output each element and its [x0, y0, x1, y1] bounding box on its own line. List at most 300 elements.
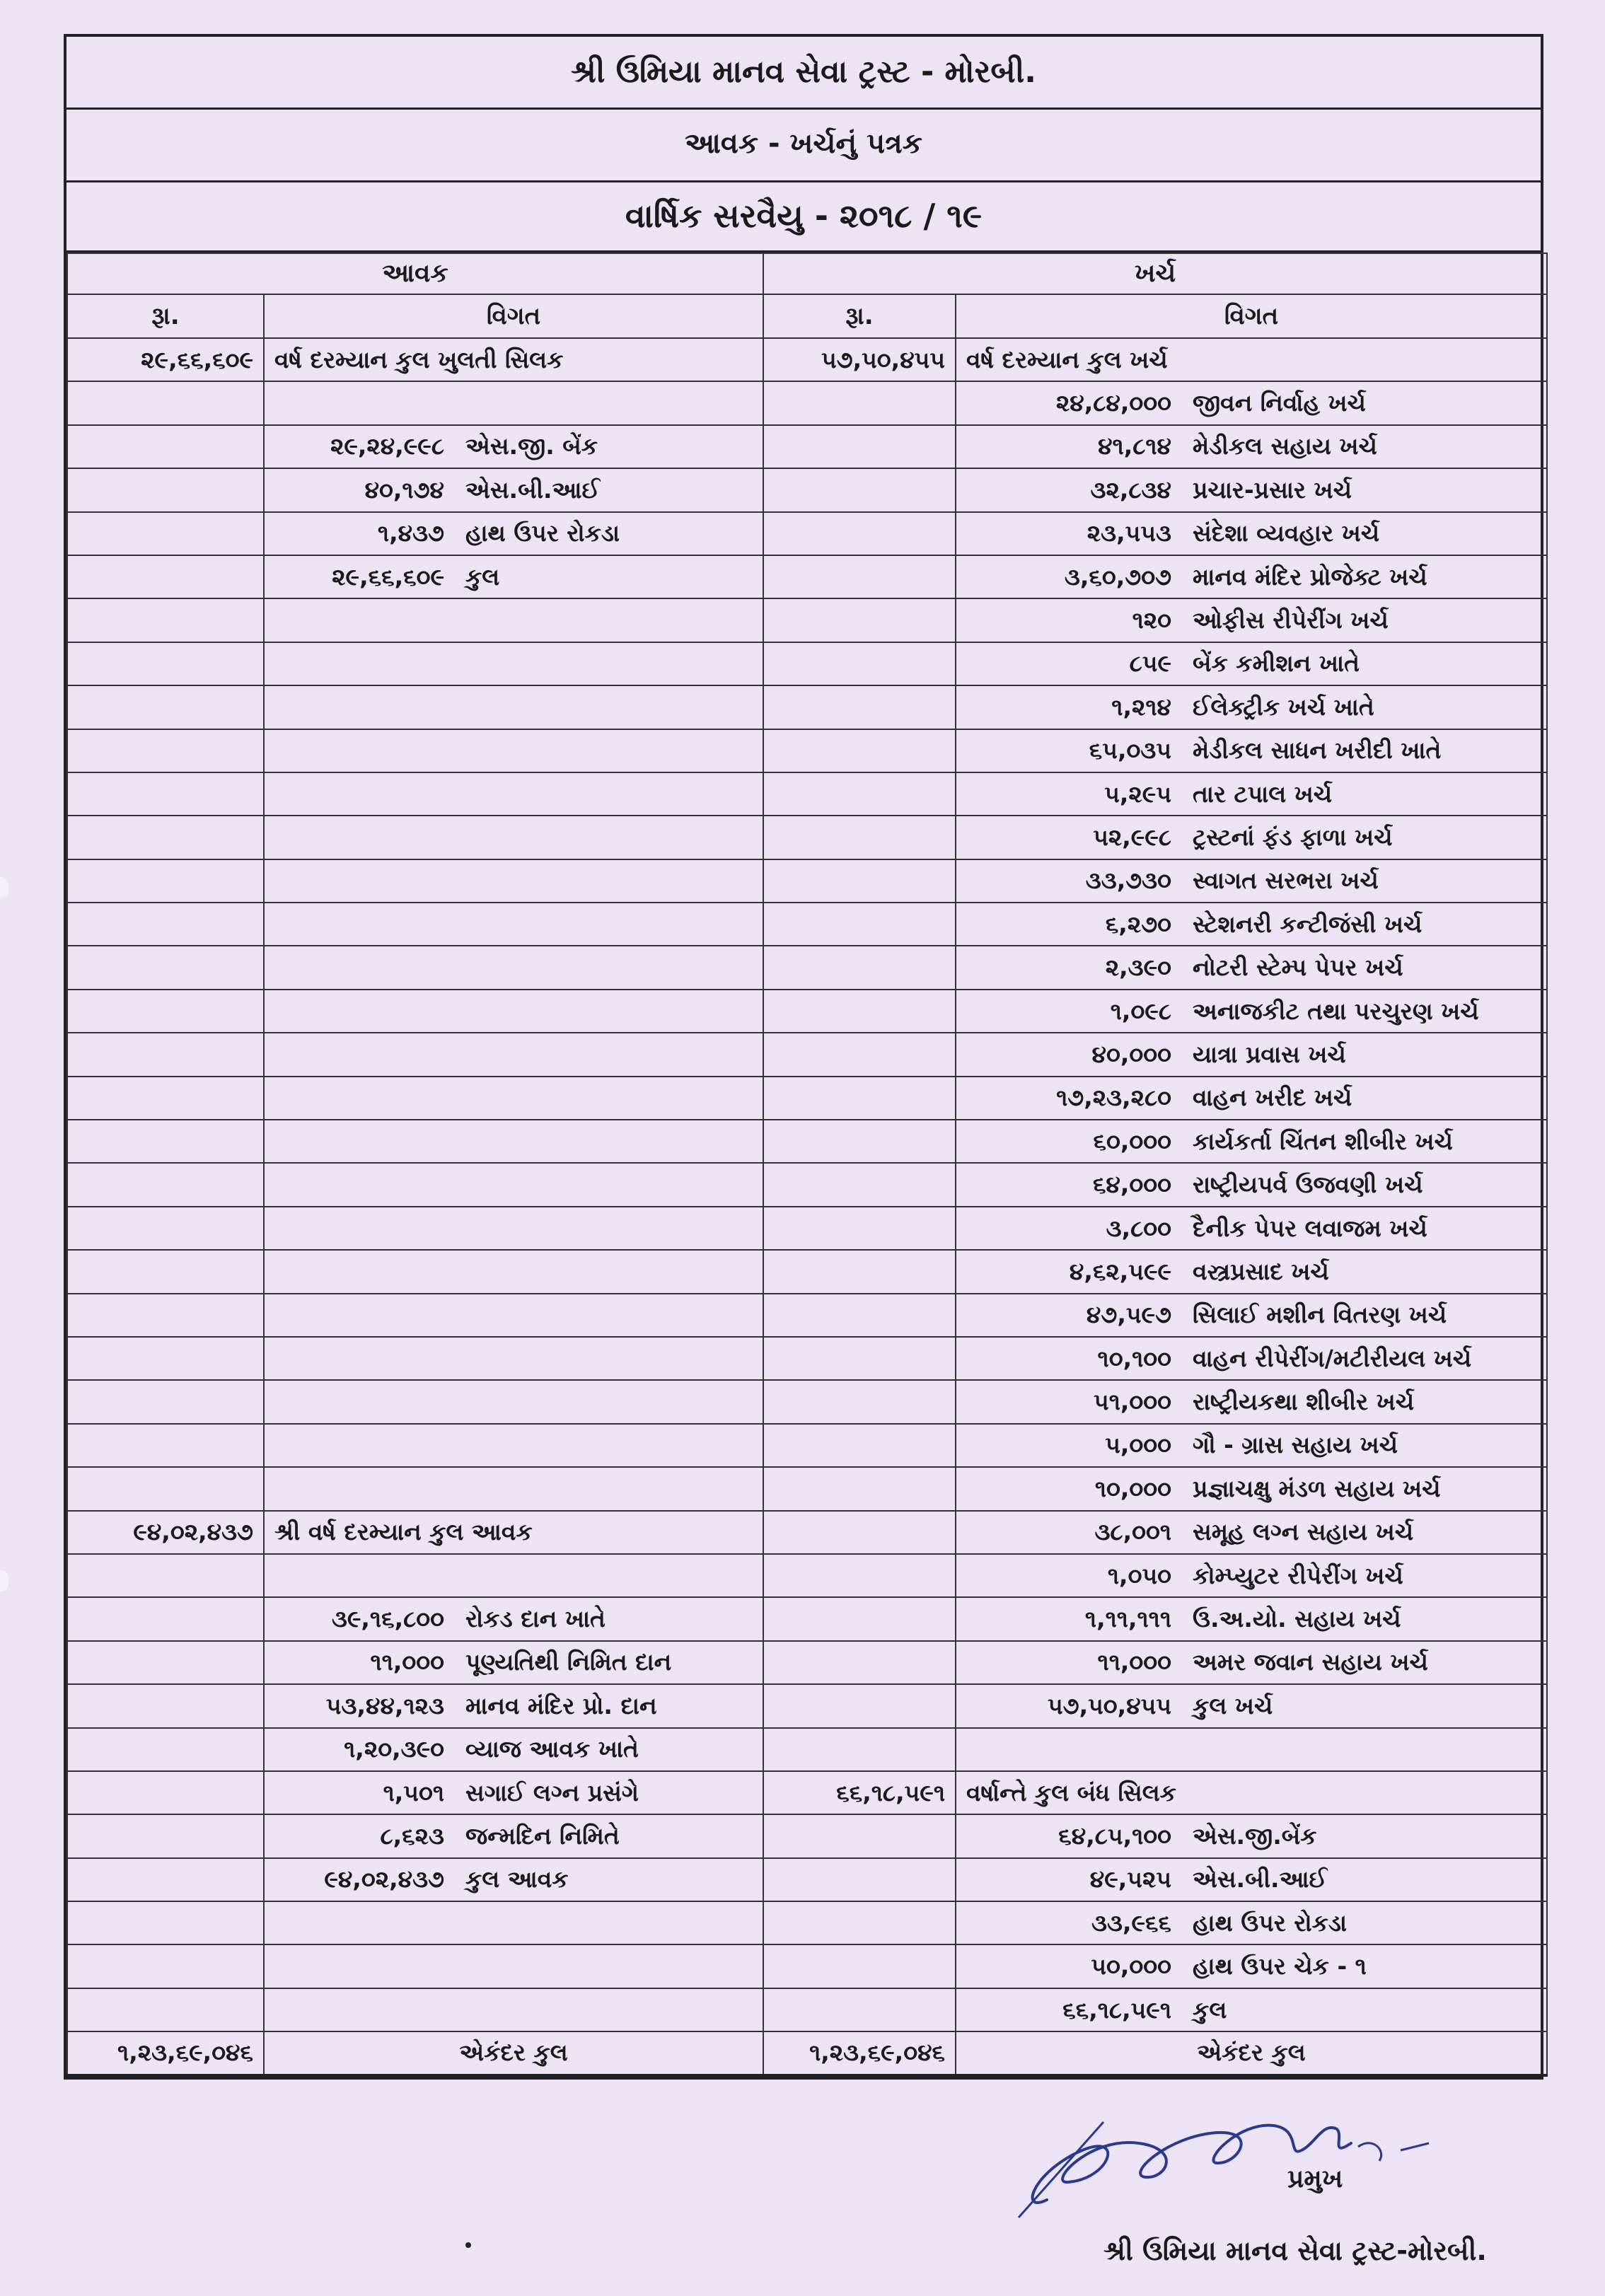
ledger-row [67, 816, 1547, 859]
income-detail-text: એસ.જી. બેંક [465, 432, 598, 460]
expense-amount-cell [763, 381, 956, 424]
expense-sub-amount: ૫૨,૯૯૮ [1093, 823, 1172, 851]
income-amount-cell [67, 598, 264, 642]
expense-detail-text: રાષ્ટ્રીયપર્વ ઉજવણી ખર્ચ [1193, 1171, 1423, 1199]
ledger-row [67, 1077, 1547, 1120]
expense-detail-text: સમૂહ લગ્ન સહાય ખર્ચ [1193, 1518, 1414, 1546]
ledger-row [67, 555, 1547, 598]
income-sub-amount: ૧,૫૦૧ [383, 1778, 444, 1807]
expense-amount-cell [763, 1944, 956, 1988]
income-detail-cell [264, 1424, 763, 1467]
income-amount-cell [67, 1077, 264, 1120]
expense-sub-amount: ૪,૬૨,૫૯૯ [1069, 1257, 1172, 1285]
ledger-row [67, 468, 1547, 511]
income-amount-cell [67, 1944, 264, 1988]
income-detail-text: એસ.બી.આઈ [465, 475, 601, 504]
income-detail-cell [264, 1511, 763, 1554]
income-sub-amount: ૧,૪૩૭ [377, 519, 444, 547]
income-detail-cell [264, 1294, 763, 1337]
income-detail-cell [264, 555, 763, 598]
income-amount-cell [67, 816, 264, 859]
income-sub-amount: ૨૯,૨૪,૯૯૮ [330, 432, 444, 460]
year-title: વાર્ષિક સરવૈયુ - ૨૦૧૮ / ૧૯ [66, 182, 1541, 253]
income-amount-cell [67, 1597, 264, 1640]
income-detail-cell [264, 859, 763, 903]
expense-detail-cell [956, 512, 1547, 555]
expense-detail-cell [956, 859, 1547, 903]
income-amount-cell [67, 642, 264, 685]
expense-amount-cell [763, 729, 956, 772]
expense-amount-cell [763, 816, 956, 859]
ledger-row [67, 1944, 1547, 1988]
expense-detail-cell [956, 1728, 1547, 1771]
expense-amount-cell [763, 1814, 956, 1857]
income-amount-cell [67, 1814, 264, 1857]
expense-amount-cell [763, 1511, 956, 1554]
expense-detail-cell [956, 1120, 1547, 1163]
grand-total-row [67, 2031, 1547, 2075]
expense-amount-cell [763, 1424, 956, 1467]
expense-amount-cell [763, 859, 956, 903]
ledger-row [67, 1728, 1547, 1771]
expense-detail-cell [956, 642, 1547, 685]
expense-detail-text: ઓફીસ રીપેરીંગ ખર્ચ [1193, 606, 1389, 634]
income-amount-cell [67, 1163, 264, 1206]
income-sub-amount: ૪૦,૧૭૪ [364, 475, 444, 504]
ledger-row [67, 1163, 1547, 1206]
income-amount-cell [67, 338, 264, 381]
ledger-row [67, 1814, 1547, 1857]
income-detail-header: વિગત [264, 294, 763, 338]
expense-detail-cell [956, 1294, 1547, 1337]
expense-detail-cell [956, 1814, 1547, 1857]
expense-amount-cell [763, 1901, 956, 1944]
expense-detail-text: વર્ષાન્તે કુલ બંધ સિલક [966, 1778, 1176, 1807]
ledger-row [67, 1120, 1547, 1163]
expense-detail-cell [956, 468, 1547, 511]
income-detail-cell [264, 990, 763, 1033]
income-amount-cell [67, 425, 264, 468]
income-amount-cell [67, 1250, 264, 1293]
income-sub-amount: ૨૯,૬૬,૬૦૯ [332, 562, 444, 591]
expense-detail-cell [956, 1033, 1547, 1076]
income-detail-text: વર્ષ દરમ્યાન કુલ ખુલતી સિલક [274, 345, 564, 373]
expense-detail-text: પ્રચાર-પ્રસાર ખર્ચ [1193, 475, 1352, 504]
expense-detail-cell [956, 772, 1547, 816]
expense-detail-text: હાથ ઉપર ચેક - ૧ [1193, 1952, 1367, 1981]
expense-detail-cell [956, 990, 1547, 1033]
income-detail-cell [264, 1163, 763, 1206]
grand-total-income-amount: ૧,૨૩,૬૯,૦૪૬ [117, 2039, 253, 2067]
expense-amount-cell [763, 990, 956, 1033]
income-detail-text: સગાઈ લગ્ન પ્રસંગે [465, 1778, 639, 1807]
income-detail-cell [264, 1250, 763, 1293]
expense-sub-amount: ૬૬,૧૮,૫૯૧ [1062, 1995, 1172, 2024]
signature-block [0, 2094, 1605, 2296]
expense-sub-amount: ૧,૧૧,૧૧૧ [1084, 1605, 1172, 1633]
expense-detail-text: બેંક કમીશન ખાતે [1193, 649, 1360, 678]
side-header-row [67, 253, 1547, 294]
signature-image [1004, 2094, 1443, 2228]
expense-amount-cell [763, 555, 956, 598]
income-amount: ૯૪,૦૨,૪૩૭ [133, 1518, 253, 1546]
income-detail-cell [264, 1988, 763, 2031]
income-detail-cell [264, 1814, 763, 1857]
expense-sub-amount: ૫,૨૯૫ [1104, 779, 1172, 808]
expense-detail-cell [956, 685, 1547, 729]
expense-detail-cell [956, 1250, 1547, 1293]
ledger-row [67, 772, 1547, 816]
income-amount-cell [67, 729, 264, 772]
grand-total-expense-amount-cell [763, 2031, 956, 2075]
punch-hole [0, 877, 8, 898]
expense-sub-amount: ૧૦,૧૦૦ [1097, 1344, 1172, 1372]
expense-detail-text: માનવ મંદિર પ્રોજેક્ટ ખર્ચ [1193, 562, 1427, 591]
expense-amount: ૫૭,૫૦,૪૫૫ [821, 345, 946, 373]
expense-amount-cell [763, 598, 956, 642]
expense-detail-text: યાત્રા પ્રવાસ ખર્ચ [1193, 1040, 1346, 1068]
income-sub-amount: ૯૪,૦૨,૪૩૭ [324, 1865, 444, 1894]
expense-sub-amount: ૧,૨૧૪ [1111, 692, 1172, 721]
expense-amount-cell [763, 468, 956, 511]
expense-detail-cell [956, 903, 1547, 946]
income-detail-cell [264, 642, 763, 685]
expense-detail-text: ગૌ - ગ્રાસ સહાય ખર્ચ [1193, 1431, 1398, 1459]
expense-detail-cell [956, 1597, 1547, 1640]
expense-amount-cell [763, 772, 956, 816]
income-amount-cell [67, 1511, 264, 1554]
income-detail-cell [264, 685, 763, 729]
income-detail-cell [264, 1077, 763, 1120]
expense-amount-cell [763, 1250, 956, 1293]
expense-sub-amount: ૩,૬૦,૭૦૭ [1064, 562, 1172, 591]
income-detail-cell [264, 1380, 763, 1423]
income-detail-cell [264, 1901, 763, 1944]
expense-sub-amount: ૬૦,૦૦૦ [1093, 1127, 1172, 1155]
expense-amount-cell [763, 1684, 956, 1727]
income-amount-cell [67, 772, 264, 816]
income-amount-cell [67, 990, 264, 1033]
expense-amount-cell [763, 512, 956, 555]
expense-detail-text: કુલ [1193, 1995, 1227, 2024]
ledger-table [66, 253, 1548, 2077]
expense-detail-cell [956, 425, 1547, 468]
income-detail-text: માનવ મંદિર પ્રો. દાન [465, 1691, 657, 1720]
column-header-row [67, 294, 1547, 338]
statement-subtitle: આવક - ખર્ચનું પત્રક [66, 110, 1541, 182]
income-amount-cell [67, 555, 264, 598]
ledger-row [67, 1901, 1547, 1944]
ledger-row [67, 685, 1547, 729]
ledger-row [67, 729, 1547, 772]
income-sub-amount: ૧૧,૦૦૦ [370, 1648, 444, 1676]
expense-detail-text: અમર જવાન સહાય ખર્ચ [1193, 1648, 1428, 1676]
expense-sub-amount: ૫૭,૫૦,૪૫૫ [1047, 1691, 1172, 1720]
grand-total-expense-amount: ૧,૨૩,૬૯,૦૪૬ [809, 2039, 946, 2067]
expense-detail-cell [956, 1467, 1547, 1510]
expense-detail-cell [956, 1641, 1547, 1684]
expense-detail-cell [956, 1511, 1547, 1554]
expense-sub-amount: ૬૫,૦૩૫ [1089, 736, 1172, 765]
ledger-row [67, 338, 1547, 381]
expense-detail-cell [956, 1901, 1547, 1944]
expense-detail-text: રાષ્ટ્રીયકથા શીબીર ખર્ચ [1193, 1388, 1415, 1416]
expense-detail-cell [956, 1424, 1547, 1467]
income-amount-cell [67, 1380, 264, 1423]
income-detail-cell [264, 1728, 763, 1771]
expense-detail-text: દૈનીક પેપર લવાજમ ખર્ચ [1193, 1214, 1427, 1242]
ledger-row [67, 1380, 1547, 1423]
expense-sub-amount: ૪૯,૫૨૫ [1089, 1865, 1172, 1894]
income-detail-cell [264, 381, 763, 424]
ledger-row [67, 1858, 1547, 1901]
income-detail-cell [264, 338, 763, 381]
income-detail-cell [264, 598, 763, 642]
grand-total-income-label: એકંદર કુલ [459, 2039, 568, 2067]
expense-detail-cell [956, 381, 1547, 424]
trust-name-footer: શ્રી ઉમિયા માનવ સેવા ટ્રસ્ટ-મોરબી. [1103, 2235, 1487, 2266]
expense-amount-cell [763, 1380, 956, 1423]
expense-amount-cell [763, 1077, 956, 1120]
income-detail-cell [264, 1858, 763, 1901]
expense-amount-cell [763, 1207, 956, 1250]
income-detail-cell [264, 512, 763, 555]
income-amount-cell [67, 1684, 264, 1727]
expense-detail-text: કાર્યકર્તા ચિંતન શીબીર ખર્ચ [1193, 1127, 1453, 1155]
income-amount-cell [67, 1728, 264, 1771]
expense-detail-text: તાર ટપાલ ખર્ચ [1193, 779, 1333, 808]
punch-hole [0, 1570, 8, 1591]
income-detail-cell [264, 1033, 763, 1076]
expense-detail-text: જીવન નિર્વાહ ખર્ચ [1193, 389, 1366, 417]
expense-sub-amount: ૪૭,૫૯૭ [1086, 1301, 1172, 1329]
expense-amount-cell [763, 1120, 956, 1163]
expense-detail-cell [956, 1858, 1547, 1901]
designation-label: પ્રમુખ [1287, 2164, 1343, 2193]
expense-detail-cell [956, 555, 1547, 598]
expense-sub-amount: ૫,૦૦૦ [1105, 1431, 1172, 1459]
ledger-row [67, 990, 1547, 1033]
ledger-row [67, 425, 1547, 468]
income-amount-cell [67, 1858, 264, 1901]
expense-sub-amount: ૧૦,૦૦૦ [1094, 1474, 1172, 1502]
trust-title: શ્રી ઉમિયા માનવ સેવા ટ્રસ્ટ - મોરબી. [66, 37, 1541, 110]
expense-sub-amount: ૧૧,૦૦૦ [1097, 1648, 1172, 1676]
income-amount-cell [67, 1120, 264, 1163]
ledger-row [67, 642, 1547, 685]
expense-amount-cell [763, 1554, 956, 1597]
expense-detail-cell [956, 946, 1547, 989]
income-amount-cell [67, 685, 264, 729]
income-detail-cell [264, 1641, 763, 1684]
income-amount-cell [67, 1771, 264, 1814]
ledger-row [67, 859, 1547, 903]
expense-sub-amount: ૬૪,૮૫,૧૦૦ [1058, 1821, 1172, 1850]
income-sub-amount: ૩૯,૧૬,૮૦૦ [331, 1605, 444, 1633]
income-detail-cell [264, 1207, 763, 1250]
ledger-row [67, 1771, 1547, 1814]
expense-detail-cell [956, 816, 1547, 859]
income-detail-text: હાથ ઉપર રોકડા [465, 519, 620, 547]
ledger-row [67, 1597, 1547, 1640]
income-amount-cell [67, 1641, 264, 1684]
expense-sub-amount: ૩૩,૯૬૬ [1091, 1908, 1172, 1937]
income-detail-cell [264, 1467, 763, 1510]
expense-amount-header: રૂા. [763, 294, 956, 338]
income-side-header: આવક [67, 253, 763, 294]
expense-detail-cell [956, 1337, 1547, 1380]
expense-detail-cell [956, 338, 1547, 381]
expense-detail-text: વાહન રીપેરીંગ/મટીરીયલ ખર્ચ [1193, 1344, 1472, 1372]
expense-detail-text: નોટરી સ્ટેમ્પ પેપર ખર્ચ [1193, 953, 1403, 982]
expense-sub-amount: ૨૩,૫૫૩ [1087, 519, 1172, 547]
expense-amount-cell [763, 338, 956, 381]
income-detail-cell [264, 772, 763, 816]
income-sub-amount: ૧,૨૦,૩૯૦ [344, 1735, 444, 1763]
expense-amount-cell [763, 685, 956, 729]
statement-sheet [64, 34, 1543, 2080]
income-detail-cell [264, 1554, 763, 1597]
expense-sub-amount: ૪૦,૦૦૦ [1091, 1040, 1172, 1068]
ledger-row [67, 1554, 1547, 1597]
expense-detail-cell [956, 1771, 1547, 1814]
ledger-row [67, 1294, 1547, 1337]
income-detail-text: કુલ [465, 562, 500, 591]
ledger-row [67, 1337, 1547, 1380]
income-amount-cell [67, 381, 264, 424]
expense-detail-cell [956, 1988, 1547, 2031]
expense-amount-cell [763, 642, 956, 685]
income-amount-header: રૂા. [67, 294, 264, 338]
income-detail-text: જન્મદિન નિમિતે [465, 1821, 620, 1850]
expense-sub-amount: ૧૨૦ [1132, 606, 1172, 634]
expense-detail-header: વિગત [956, 294, 1547, 338]
expense-sub-amount: ૧,૦૯૮ [1110, 997, 1172, 1025]
income-amount-cell [67, 1988, 264, 2031]
expense-detail-text: સ્ટેશનરી કન્ટીજંસી ખર્ચ [1193, 910, 1423, 938]
income-detail-text: પૂણ્યતિથી નિમિત દાન [465, 1648, 672, 1676]
expense-sub-amount: ૮૫૯ [1129, 649, 1172, 678]
expense-detail-text: ઉ.અ.યો. સહાય ખર્ચ [1193, 1605, 1401, 1633]
income-detail-text: શ્રી વર્ષ દરમ્યાન કુલ આવક [274, 1518, 533, 1546]
expense-amount-cell [763, 1467, 956, 1510]
expense-sub-amount: ૩,૮૦૦ [1106, 1214, 1172, 1242]
ledger-row [67, 903, 1547, 946]
income-amount-cell [67, 859, 264, 903]
expense-detail-text: વર્ષ દરમ્યાન કુલ ખર્ચ [966, 345, 1168, 373]
income-detail-cell [264, 1597, 763, 1640]
income-amount-cell [67, 946, 264, 989]
ledger-row [67, 598, 1547, 642]
grand-total-expense-label: એકંદર કુલ [1197, 2039, 1306, 2067]
expense-detail-text: એસ.બી.આઈ [1193, 1865, 1328, 1894]
expense-sub-amount: ૬૪,૦૦૦ [1092, 1171, 1172, 1199]
expense-detail-cell [956, 1207, 1547, 1250]
ledger-row [67, 1511, 1547, 1554]
ledger-row [67, 1684, 1547, 1727]
expense-detail-cell [956, 729, 1547, 772]
expense-detail-text: કુલ ખર્ચ [1193, 1691, 1273, 1720]
grand-total-income-label-cell [264, 2031, 763, 2075]
expense-detail-text: ટ્રસ્ટનાં ફંડ ફાળા ખર્ચ [1193, 823, 1393, 851]
expense-sub-amount: ૩૨,૮૩૪ [1090, 475, 1172, 504]
expense-amount-cell [763, 1988, 956, 2031]
income-amount-cell [67, 1033, 264, 1076]
income-amount-cell [67, 1554, 264, 1597]
ledger-row [67, 1207, 1547, 1250]
expense-sub-amount: ૩૮,૦૦૧ [1094, 1518, 1172, 1546]
expense-sub-amount: ૨૪,૮૪,૦૦૦ [1055, 389, 1172, 417]
ledger-row [67, 1033, 1547, 1076]
income-detail-cell [264, 1684, 763, 1727]
ledger-row [67, 1988, 1547, 2031]
expense-detail-text: ઈલેક્ટ્રીક ખર્ચ ખાતે [1193, 692, 1374, 721]
expense-detail-cell [956, 1944, 1547, 1988]
income-amount-cell [67, 1337, 264, 1380]
income-amount-cell [67, 468, 264, 511]
expense-amount-cell [763, 425, 956, 468]
income-detail-text: વ્યાજ આવક ખાતે [465, 1735, 639, 1763]
income-amount: ૨૯,૬૬,૬૦૯ [141, 345, 253, 373]
expense-amount-cell [763, 1771, 956, 1814]
income-amount-cell [67, 1901, 264, 1944]
expense-amount-cell [763, 1858, 956, 1901]
expense-detail-text: કોમ્પ્યુટર રીપેરીંગ ખર્ચ [1193, 1561, 1403, 1589]
income-detail-cell [264, 1771, 763, 1814]
income-sub-amount: ૮,૬૨૩ [380, 1821, 444, 1850]
expense-amount-cell [763, 1337, 956, 1380]
expense-amount-cell [763, 1033, 956, 1076]
ledger-row [67, 1424, 1547, 1467]
ledger-row [67, 381, 1547, 424]
income-sub-amount: ૫૩,૪૪,૧૨૩ [325, 1691, 444, 1720]
expense-sub-amount: ૧૭,૨૩,૨૮૦ [1056, 1084, 1172, 1112]
income-amount-cell [67, 1207, 264, 1250]
expense-detail-cell [956, 1077, 1547, 1120]
grand-total-expense-label-cell [956, 2031, 1547, 2075]
expense-amount-cell [763, 946, 956, 989]
expense-detail-text: સંદેશા વ્યવહાર ખર્ચ [1193, 519, 1380, 547]
expense-detail-text: સ્વાગત સરભરા ખર્ચ [1193, 866, 1379, 895]
expense-detail-text: મેડીકલ સહાય ખર્ચ [1193, 432, 1377, 460]
income-detail-cell [264, 946, 763, 989]
income-detail-cell [264, 425, 763, 468]
expense-detail-text: પ્રજ્ઞાચક્ષુ મંડળ સહાય ખર્ચ [1193, 1474, 1441, 1502]
income-detail-cell [264, 729, 763, 772]
income-amount-cell [67, 903, 264, 946]
expense-detail-text: મેડીકલ સાધન ખરીદી ખાતે [1193, 736, 1442, 765]
ledger-row [67, 512, 1547, 555]
ledger-row [67, 1641, 1547, 1684]
expense-amount-cell [763, 1641, 956, 1684]
income-detail-cell [264, 1944, 763, 1988]
expense-amount-cell [763, 903, 956, 946]
expense-sub-amount: ૨,૩૯૦ [1105, 953, 1172, 982]
income-detail-cell [264, 1337, 763, 1380]
income-detail-text: રોકડ દાન ખાતે [465, 1605, 606, 1633]
expense-amount-cell [763, 1728, 956, 1771]
ledger-row [67, 1250, 1547, 1293]
expense-detail-cell [956, 1380, 1547, 1423]
expense-detail-cell [956, 1554, 1547, 1597]
income-amount-cell [67, 512, 264, 555]
expense-amount: ૬૬,૧૮,૫૯૧ [836, 1778, 946, 1807]
expense-sub-amount: ૬,૨૭૦ [1105, 910, 1172, 938]
income-amount-cell [67, 1424, 264, 1467]
expense-sub-amount: ૫૧,૦૦૦ [1094, 1388, 1172, 1416]
expense-amount-cell [763, 1294, 956, 1337]
expense-detail-text: એસ.જી.બેંક [1193, 1821, 1317, 1850]
